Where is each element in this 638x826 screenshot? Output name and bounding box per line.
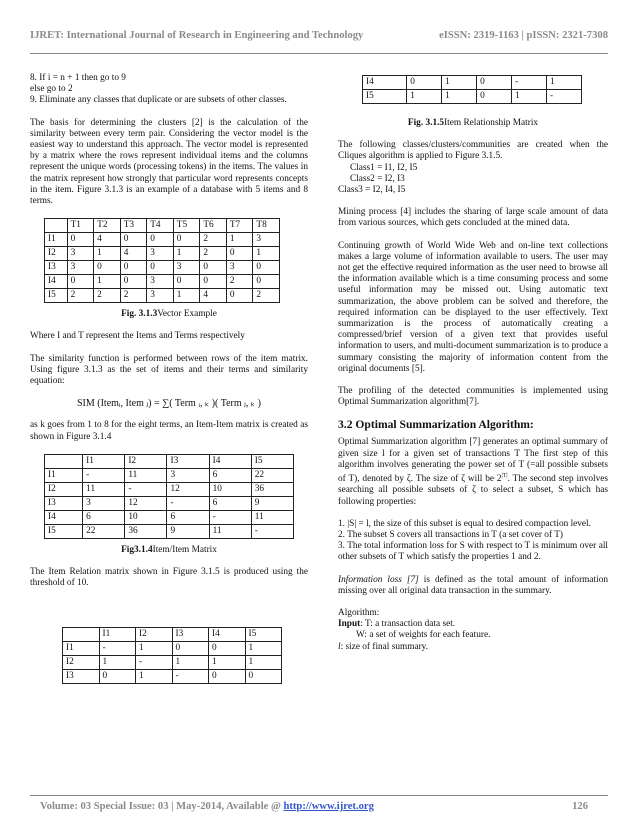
table-cell: T2 [94, 219, 121, 233]
property-1: 1. |S| = l, the size of this subset is equal to desired compaction level. [338, 518, 591, 529]
table-cell: 0 [120, 233, 147, 247]
table-cell: - [125, 482, 167, 496]
table-cell: 0 [67, 233, 94, 247]
table-cell: I1 [83, 454, 125, 468]
table-cell: 1 [442, 76, 477, 90]
figure-caption-3-1-4: Fig3.1.4Item/Item Matrix [121, 544, 217, 555]
table-cell: - [209, 510, 251, 524]
table-row [63, 656, 282, 670]
table-cell: 11 [251, 510, 293, 524]
table-cell: 2 [200, 233, 227, 247]
table-cell: 0 [147, 261, 174, 275]
table-row [363, 90, 582, 104]
paragraph-profiling: The profiling of the detected communities is implemented using Optimal Summarization algorithm[7]. [338, 386, 608, 408]
step-9: 9. Eliminate any classes that duplicate or are subsets of other classes. [30, 95, 287, 106]
table-cell: 0 [200, 275, 227, 289]
table-cell: T3 [120, 219, 147, 233]
table-cell: 0 [226, 247, 253, 261]
table-cell: I5 [45, 524, 83, 538]
table-cell: I2 [136, 628, 173, 642]
table-cell: I3 [167, 454, 209, 468]
table-cell: I5 [251, 454, 293, 468]
table-cell: 0 [253, 275, 280, 289]
journal-title: IJRET: International Journal of Research in Engineering and Technology [30, 30, 364, 41]
similarity-equation: SIM (Itemᵢ, Item ⱼ) = ∑( Term ᵢ, ₖ )( Term ⱼ, ₖ ) [76, 398, 262, 410]
table-cell: T7 [226, 219, 253, 233]
right-column [338, 75, 608, 653]
table-row [63, 642, 282, 656]
table-cell [45, 219, 68, 233]
table-cell: 3 [253, 233, 280, 247]
paragraph-optimal: Optimal Summarization algorithm [7] generates an optimal summary of given size l for a given set of transactions T The first step of this algorithm involves generating the power set of T (=all possible subsets of T), denoted by ζ. The size of ζ will be $2^{|T|}$. The second step involves searching all possible subsets of ζ to select a subset, S which has following properties: [338, 437, 609, 507]
table-cell: I3 [45, 261, 68, 275]
table-cell: 9 [167, 524, 209, 538]
table-cell: I1 [45, 233, 68, 247]
algorithm-label: Algorithm: [338, 608, 380, 618]
step-8b: else go to 2 [30, 84, 73, 95]
table-cell [63, 628, 100, 642]
table-cell: 1 [94, 275, 121, 289]
table-cell: 4 [94, 233, 121, 247]
table-cell: I3 [45, 496, 83, 510]
table-cell: T8 [253, 219, 280, 233]
table-cell: I5 [245, 628, 282, 642]
table-cell: 0 [147, 233, 174, 247]
table-cell: I3 [172, 628, 209, 642]
paragraph-classes: The following classes/clusters/communities are created when the Cliques algorithm is applied to Figure 3.1.5. [338, 140, 608, 162]
paragraph-similarity: The similarity function is performed between rows of the item matrix. Using figure 3.1.3 as the set of items and their terms and similarity equation: [30, 353, 308, 387]
table-cell: 0 [99, 670, 136, 684]
table-cell: - [99, 642, 136, 656]
table-cell: 1 [172, 656, 209, 670]
table-cell: 22 [83, 524, 125, 538]
running-header [30, 30, 608, 46]
table-row [45, 247, 280, 261]
table-cell: 0 [209, 670, 246, 684]
class-1: Class1 = I1, I2, I5 [350, 162, 418, 173]
property-2: 2. The subset S covers all transactions in T (a set cover of T) [338, 529, 563, 540]
table-cell: 1 [253, 247, 280, 261]
table-cell: I4 [45, 510, 83, 524]
paragraph-where: Where I and T represent the Items and Terms respectively [30, 331, 245, 342]
table-cell: I1 [99, 628, 136, 642]
item-item-table [44, 454, 294, 539]
table-cell: 1 [173, 289, 200, 303]
table-cell: T6 [200, 219, 227, 233]
table-cell: 6 [209, 496, 251, 510]
table-cell: 1 [226, 233, 253, 247]
footer-volume: Volume: 03 Special Issue: 03 | May-2014, Available @ http://www.ijret.org [40, 801, 374, 812]
table-cell: 0 [253, 261, 280, 275]
table-cell: 22 [251, 468, 293, 482]
table-cell: 36 [125, 524, 167, 538]
table-cell: 1 [407, 90, 442, 104]
table-cell: I4 [209, 454, 251, 468]
table-row [45, 482, 294, 496]
table-cell: - [547, 90, 582, 104]
step-8a: 8. If i = n + 1 then go to 9 [30, 73, 126, 83]
table-row [63, 670, 282, 684]
table-row [63, 628, 282, 642]
table-row [45, 496, 294, 510]
relation-table-part2 [362, 75, 582, 104]
page-number: 126 [572, 801, 588, 812]
paragraph-k: as k goes from 1 to 8 for the eight terms, an Item-Item matrix is created as shown in Figure 3.1.4 [30, 420, 308, 442]
table-cell: - [136, 656, 173, 670]
table-row [45, 524, 294, 538]
table-row [45, 510, 294, 524]
table-cell: 1 [136, 642, 173, 656]
table-cell: - [512, 76, 547, 90]
table-cell: 0 [477, 90, 512, 104]
table-cell: 12 [167, 482, 209, 496]
paragraph-www: Continuing growth of World Wide Web and on-line text collections makes a large volume of information available to users. The user may not get the effective required information as the user need to browse all the information available which is a time consuming process and some useful information may be missed out. Using automatic text summarization, the above problem can be solved and therefore, the required information can be displayed to the user effectively. Text summarization is the process of automatically creating a compressed/brief version of a given text that provides useful information to users, and multi-document summarization is to produce a summary consisting the majority of information content from the original documents [5]. [338, 240, 608, 374]
table-cell: 4 [200, 289, 227, 303]
table-cell: 0 [209, 642, 246, 656]
table-cell [45, 454, 83, 468]
table-cell: 1 [512, 90, 547, 104]
left-column [30, 73, 308, 684]
table-cell: 0 [94, 261, 121, 275]
relation-table-part1 [62, 627, 282, 684]
running-footer [30, 801, 608, 815]
table-cell: 3 [173, 261, 200, 275]
table-row [363, 76, 582, 90]
table-cell: 9 [251, 496, 293, 510]
table-cell: 11 [209, 524, 251, 538]
class-3: Class3 = I2, I4, I5 [338, 185, 406, 196]
table-cell: 10 [209, 482, 251, 496]
table-cell: 3 [67, 247, 94, 261]
paragraph-clusters: The basis for determining the clusters [2] is the calculation of the similarity between every term pair. Considering the vector model is the easiest way to understand this approach. The vector model is represented by a matrix where the rows represent individual items and the columns represent the unique words (processing tokens) in the items. The values in the matrix represent how strongly that particular word represents concepts in the item. Figure 3.1.3 is an example of a database with 5 items and 8 terms. [30, 117, 308, 207]
algorithm-size: l: size of final summary. [338, 641, 429, 652]
paragraph-information-loss: Information loss [7] is defined as the total amount of information missing over all original data transaction in the summary. [338, 574, 609, 596]
figure-caption-3-1-3: Fig. 3.1.3Vector Example [121, 309, 217, 320]
table-cell: - [172, 670, 209, 684]
table-cell: 2 [253, 289, 280, 303]
table-row [45, 454, 294, 468]
table-cell: I1 [63, 642, 100, 656]
table-cell: 0 [172, 642, 209, 656]
table-cell: T1 [67, 219, 94, 233]
footer-link[interactable]: http://www.ijret.org [283, 801, 374, 812]
table-cell: 2 [200, 247, 227, 261]
table-cell: 1 [173, 247, 200, 261]
paragraph-mining: Mining process [4] includes the sharing of large scale amount of data from various sources, which gets concluded at the mined data. [338, 207, 608, 229]
footer-rule [30, 795, 608, 796]
section-heading-3-2: 3.2 Optimal Summarization Algorithm: [338, 418, 534, 432]
table-cell: 11 [83, 482, 125, 496]
vector-table [44, 218, 280, 303]
table-cell: I2 [125, 454, 167, 468]
table-cell: 1 [547, 76, 582, 90]
algorithm-input: Input: T: a transaction data set. [338, 619, 456, 630]
table-cell: 0 [200, 261, 227, 275]
table-cell: T5 [173, 219, 200, 233]
table-row [45, 233, 280, 247]
table-cell: 1 [442, 90, 477, 104]
table-cell: 1 [209, 656, 246, 670]
table-cell: 36 [251, 482, 293, 496]
table-cell: 6 [167, 510, 209, 524]
class-2: Class2 = I2, I3 [350, 173, 405, 184]
table-cell: 4 [120, 247, 147, 261]
table-cell: 0 [477, 76, 512, 90]
property-3: 3. The total information loss for S with respect to T is minimum over all other subsets of T which satisfy the properties 1 and 2. [338, 541, 608, 563]
table-cell: 3 [147, 275, 174, 289]
table-cell: I2 [45, 482, 83, 496]
table-cell: I4 [363, 76, 407, 90]
issn-info: eISSN: 2319-1163 | pISSN: 2321-7308 [439, 30, 608, 41]
table-row [45, 468, 294, 482]
table-cell: 11 [125, 468, 167, 482]
header-rule [30, 53, 608, 54]
table-cell: 1 [99, 656, 136, 670]
table-cell: 3 [147, 247, 174, 261]
table-cell: I3 [63, 670, 100, 684]
table-cell: 2 [120, 289, 147, 303]
table-cell: 0 [245, 670, 282, 684]
table-row [45, 289, 280, 303]
table-cell: I5 [45, 289, 68, 303]
table-cell: I2 [63, 656, 100, 670]
table-cell: 0 [67, 275, 94, 289]
table-cell: 1 [245, 642, 282, 656]
table-cell: 1 [245, 656, 282, 670]
table-cell: 2 [67, 289, 94, 303]
table-cell: 3 [67, 261, 94, 275]
table-row [45, 275, 280, 289]
table-cell: 0 [407, 76, 442, 90]
table-cell: - [251, 524, 293, 538]
table-cell: I4 [45, 275, 68, 289]
table-cell: 3 [83, 496, 125, 510]
table-cell: I4 [209, 628, 246, 642]
table-cell: 3 [147, 289, 174, 303]
algorithm-weights: W: a set of weights for each feature. [356, 630, 491, 641]
table-cell: 0 [173, 233, 200, 247]
table-cell: I5 [363, 90, 407, 104]
table-cell: 1 [136, 670, 173, 684]
table-cell: 0 [226, 289, 253, 303]
table-cell: 0 [173, 275, 200, 289]
paragraph-relation: The Item Relation matrix shown in Figure 3.1.5 is produced using the threshold of 10. [30, 567, 308, 589]
table-cell: I1 [45, 468, 83, 482]
table-row [45, 261, 280, 275]
table-cell: 0 [120, 261, 147, 275]
table-cell: 3 [167, 468, 209, 482]
table-row [45, 219, 280, 233]
table-cell: I2 [45, 247, 68, 261]
table-cell: - [83, 468, 125, 482]
table-cell: 6 [209, 468, 251, 482]
table-cell: 6 [83, 510, 125, 524]
table-cell: 2 [94, 289, 121, 303]
table-cell: 1 [94, 247, 121, 261]
table-cell: 3 [226, 261, 253, 275]
table-cell: 10 [125, 510, 167, 524]
figure-caption-3-1-5: Fig. 3.1.5Item Relationship Matrix [407, 118, 539, 128]
table-cell: 0 [120, 275, 147, 289]
table-cell: - [167, 496, 209, 510]
table-cell: T4 [147, 219, 174, 233]
table-cell: 12 [125, 496, 167, 510]
table-cell: 2 [226, 275, 253, 289]
